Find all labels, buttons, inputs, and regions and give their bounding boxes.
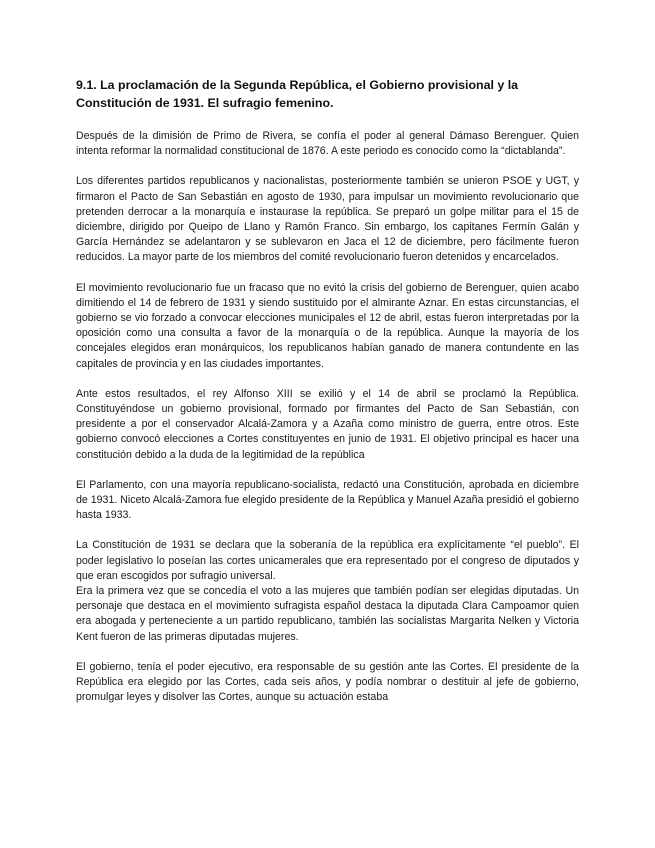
- paragraph-poder-ejecutivo: El gobierno, tenía el poder ejecutivo, era responsable de su gestión ante las Cortes. El presidente de la República era elegido por las Cortes, cada seis años, y podía nombrar o destituir al jefe de gobierno, promulgar leyes y disolver las Cortes, aunque su actuación estaba: [76, 660, 579, 704]
- paragraph-soberania: La Constitución de 1931 se declara que la soberanía de la república era explícitamente “el pueblo”. El poder legislativo lo poseían las cortes unicamerales que era representado por el congreso de diputados y que eran escogidos por sufragio universal.: [76, 539, 579, 582]
- document-body: [76, 77, 579, 721]
- paragraph-sufragio-femenino: Era la primera vez que se concedía el voto a las mujeres que también podían ser elegidas diputadas. Un personaje que destaca en el movimiento sufragista español destaca la diputada Clara Campoamor quien era abogada y perteneciente a un partido republicano, también las socialistas Margarita Nelken y Victoria Kent fueron de las primeras diputadas mujeres.: [76, 585, 579, 643]
- paragraph-parlamento-constitucion: El Parlamento, con una mayoría republicano-socialista, redactó una Constitución, aprobada en diciembre de 1931. Niceto Alcalá-Zamora fue elegido presidente de la República y Manuel Azaña presidió el gobierno hasta 1933.: [76, 478, 579, 522]
- paragraph-pacto-san-sebastian: Los diferentes partidos republicanos y nacionalistas, posteriormente también se unieron PSOE y UGT, y firmaron el Pacto de San Sebastián en agosto de 1930, para impulsar un movimiento revolucionario que pretenden derrocar a la monarquía e instaurase la república. Se preparó un golpe militar para el 15 de diciembre, dirigido por Queipo de Llano y Ramón Franco. Sin embargo, los capitanes Fermín Galán y García Hernández se adelantaron y se sublevaron en Jaca el 12 de diciembre, pero fácilmente fueron reducidos. La mayor parte de los miembros del comité revolucionario fueron detenidos y encarcelados.: [76, 175, 579, 264]
- paragraph-berenguer: Después de la dimisión de Primo de Rivera, se confía el poder al general Dámaso Berenguer. Quien intenta reformar la normalidad constitucional de 1876. A este periodo es conocido como la “dictablanda”.: [76, 130, 579, 158]
- paragraph-elecciones-municipales: El movimiento revolucionario fue un fracaso que no evitó la crisis del gobierno de Berenguer, quien acabo dimitiendo el 14 de febrero de 1931 y siendo sustituido por el almirante Aznar. En estas circunstancias, el gobierno se vio forzado a convocar elecciones municipales el 12 de abril, estas fueron interpretadas por la oposición como una consulta a favor de la monarquía o de la república. Aunque la mayoría de los concejales elegidos eran monárquicos, los republicanos habían ganado de manera contundente en las capitales de provincia y en las ciudades importantes.: [76, 281, 579, 370]
- document-title: 9.1. La proclamación de la Segunda República, el Gobierno provisional y la Constitución de 1931. El sufragio femenino.: [76, 78, 519, 110]
- paragraph-proclamacion-republica: Ante estos resultados, el rey Alfonso XIII se exilió y el 14 de abril se proclamó la República. Constituyéndose un gobierno provisional, formado por firmantes del Pacto de San Sebastián, con presidente a por el conservador Alcalá-Zamora y a Azaña como ministro de guerra, entre otros. Este gobierno convocó elecciones a Cortes constituyentes en junio de 1931. El objetivo principal es hacer una constitución debido a la duda de la legitimidad de la república: [76, 387, 579, 461]
